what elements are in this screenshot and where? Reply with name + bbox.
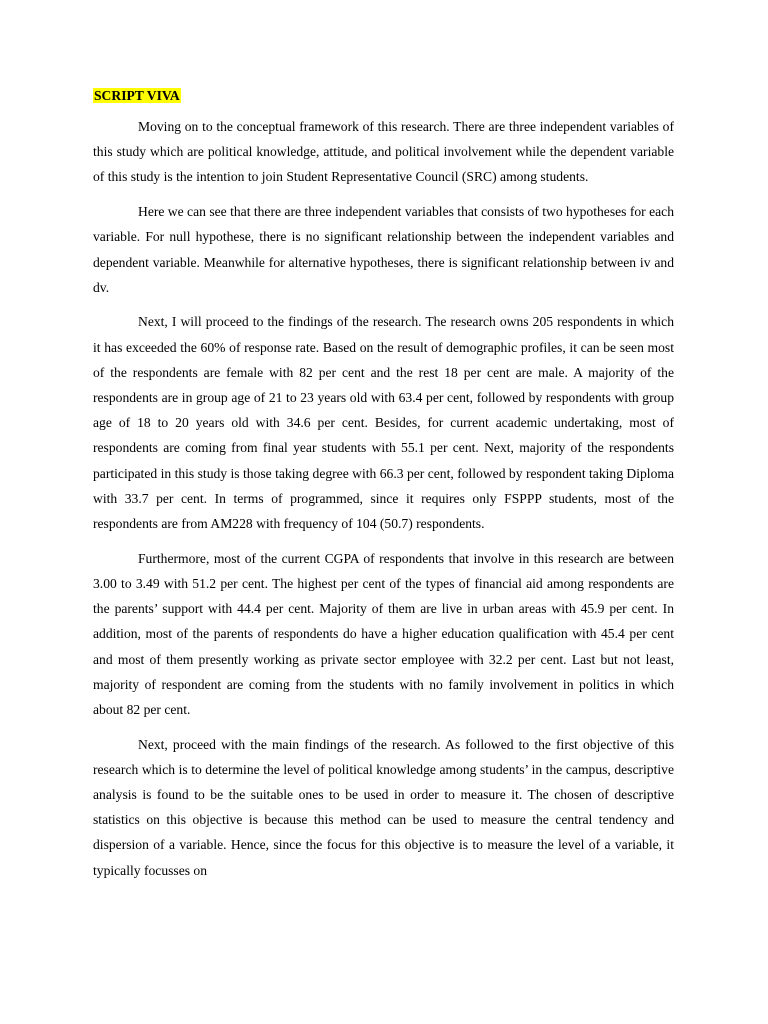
paragraph-conceptual-framework: Moving on to the conceptual framework of this research. There are three independent variables of this study which are political knowledge, attitude, and political involvement while the dependent variable of this study is the intention to join Student Representative Council (SRC) among students. — [93, 119, 674, 185]
document-title — [93, 86, 674, 106]
paragraph-main-findings: Next, proceed with the main findings of the research. As followed to the first objective of this research which is to determine the level of political knowledge among students’ in the campus, descriptive analysis is found to be the suitable ones to be used in order to measure it. The chosen of descriptive statistics on this objective is because this method can be used to measure the central tendency and dispersion of a variable. Hence, since the focus for this objective is to measure the level of a variable, it typically focusses on — [93, 736, 674, 878]
title-highlight: SCRIPT VIVA — [94, 88, 180, 103]
paragraph-respondent-background: Furthermore, most of the current CGPA of respondents that involve in this research are between 3.00 to 3.49 with 51.2 per cent. The highest per cent of the types of financial aid among respondents are the parents’ support with 44.4 per cent. Majority of them are live in urban areas with 45.9 per cent. In addition, most of the parents of respondents do have a higher education qualification with 45.4 per cent and most of them presently working as private sector employee with 32.2 per cent. Last but not least, majority of respondent are coming from the students with no family involvement in politics in which about 82 per cent. — [93, 550, 674, 717]
paragraph-demographic-findings: Next, I will proceed to the findings of the research. The research owns 205 respondents in which it has exceeded the 60% of response rate. Based on the result of demographic profiles, it can be seen most of the respondents are female with 82 per cent and the rest 18 per cent are male. A majority of the respondents are in group age of 21 to 23 years old with 63.4 per cent, followed by respondents with group age of 18 to 20 years old with 34.6 per cent. Besides, for current academic undertaking, most of respondents are coming from final year students with 55.1 per cent. Next, majority of the respondents participated in this study is those taking degree with 66.3 per cent, followed by respondent taking Diploma with 33.7 per cent. In terms of programmed, since it requires only FSPPP students, most of the respondents are from AM228 with frequency of 104 (50.7) respondents. — [93, 314, 674, 532]
paragraph-hypotheses: Here we can see that there are three independent variables that consists of two hypotheses for each variable. For null hypothese, there is no significant relationship between the independent variables and dependent variable. Meanwhile for alternative hypotheses, there is significant relationship between iv and dv. — [93, 204, 674, 295]
document-page — [93, 86, 674, 892]
